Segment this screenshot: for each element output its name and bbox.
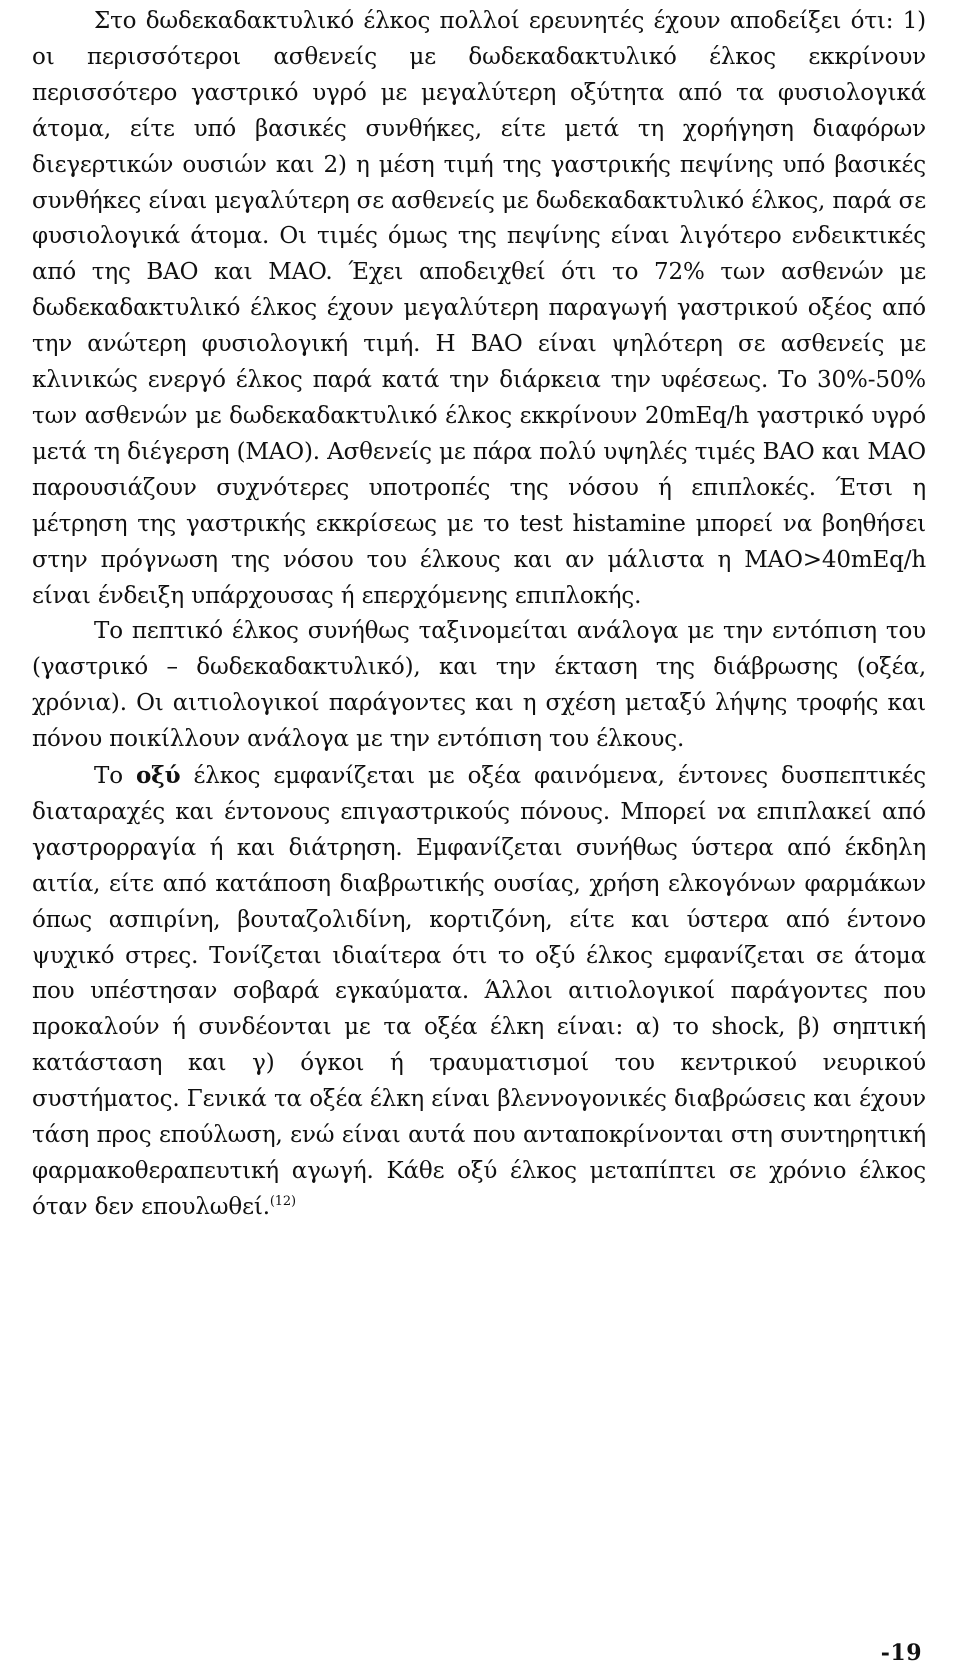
document-body [32, 4, 926, 1226]
paragraph-duodenal-ulcer-research: Στο δωδεκαδακτυλικό έλκος πολλοί ερευνητές έχουν αποδείξει ότι: 1) οι περισσότεροι ασθενείς με δωδεκαδακτυλικό έλκος εκκρίνουν περισσότερο γαστρικό υγρό με μεγαλύτερη οξύτητα από τα φυσιολογικά άτομα, είτε υπό βασικές συνθήκες, είτε μετά τη χορήγηση διαφόρων διεγερτικών ουσιών και 2) η μέση τιμή της γαστρικής πεψίνης υπό βασικές συνθήκες είναι μεγαλύτερη σε ασθενείς με δωδεκαδακτυλικό έλκος, παρά σε φυσιολογικά άτομα. Οι τιμές όμως της πεψίνης είναι λιγότερο ενδεικτικές από της BAO και MAO. Έχει αποδειχθεί ότι το 72% των ασθενών με δωδεκαδακτυλικό έλκος έχουν μεγαλύτερη παραγωγή γαστρικού οξέος από την ανώτερη φυσιολογική τιμή. Η BAO είναι ψηλότερη σε ασθενείς με κλινικώς ενεργό έλκος παρά κατά την διάρκεια την υφέσεως. Το 30%-50% των ασθενών με δωδεκαδακτυλικό έλκος εκκρίνουν 20mEq/h γαστρικό υγρό μετά τη διέγερση (MAO). Ασθενείς με πάρα πολύ υψηλές τιμές BAO και MAO παρουσιάζουν συχνότερες υποτροπές της νόσου ή επιπλοκές. Έτσι η μέτρηση της γαστρικής εκκρίσεως με το test histamine μπορεί να βοηθήσει στην πρόγνωση της νόσου του έλκους και αν μάλιστα η MAO>40mEq/h είναι ένδειξη υπάρχουσας ή επερχόμενης επιπλοκής. [32, 8, 926, 609]
paragraph-acute-ulcer-text: έλκος εμφανίζεται με οξέα φαινόμενα, έντονες δυσπεπτικές διαταραχές και έντονους επιγαστρικούς πόνους. Μπορεί να επιπλακεί από γαστρορραγία ή και διάτρηση. Εμφανίζεται συνήθως ύστερα από έκδηλη αιτία, είτε από κατάποση διαβρωτικής ουσίας, χρήση ελκογόνων φαρμάκων όπως ασπιρίνη, βουταζολιδίνη, κορτιζόνη, είτε και ύστερα από έντονο ψυχικό στρες. Τονίζεται ιδιαίτερα ότι το οξύ έλκος εμφανίζεται σε άτομα που υπέστησαν σοβαρά εγκαύματα. Άλλοι αιτιολογικοί παράγοντες που προκαλούν ή συνδέονται με τα οξέα έλκη είναι: α) το shock, β) σηπτική κατάσταση και γ) όγκοι ή τραυματισμοί του κεντρικού νευρικού συστήματος. Γενικά τα οξέα έλκη είναι βλεννογονικές διαβρώσεις και έχουν τάση προς επούλωση, ενώ είναι αυτά που ανταποκρίνονται στη συντηρητική φαρμακοθεραπευτική αγωγή. Κάθε οξύ έλκος μεταπίπτει σε χρόνιο έλκος όταν δεν επουλωθεί. [32, 763, 926, 1220]
acute-term-bold: οξύ [135, 762, 181, 790]
paragraph-ulcer-classification: Το πεπτικό έλκος συνήθως ταξινομείται ανάλογα με την εντόπιση του (γαστρικό – δωδεκαδακτυλικό), και την έκταση της διάβρωσης (οξέα, χρόνια). Οι αιτιολογικοί παράγοντες και η σχέση μεταξύ λήψης τροφής και πόνου ποικίλλουν ανάλογα με την εντόπιση του έλκους. [32, 618, 926, 753]
citation-superscript: (12) [269, 1193, 296, 1209]
page-number: -19 [880, 1640, 922, 1666]
paragraph-acute-ulcer-lead: Το [94, 763, 136, 790]
paragraph-acute-ulcer [32, 758, 926, 1226]
